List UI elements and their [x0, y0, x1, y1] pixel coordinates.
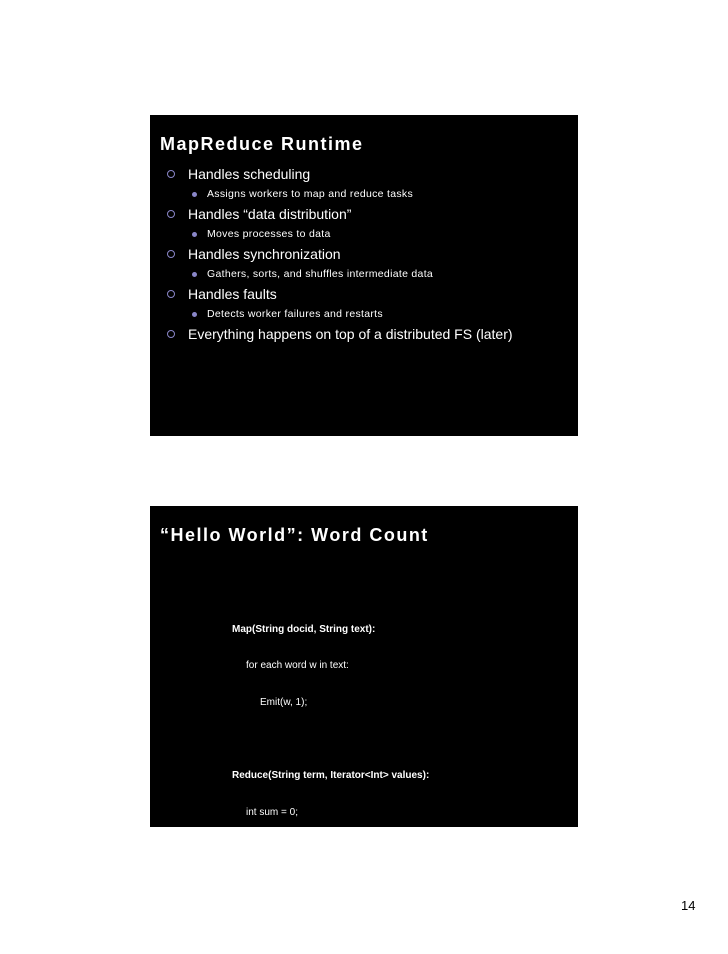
code-line-reduce-signature: Reduce(String term, Iterator<Int> values): — [232, 769, 430, 781]
code-blank-line — [232, 734, 429, 745]
hollow-circle-bullet-icon — [167, 330, 175, 338]
code-line: int sum = 0; — [246, 806, 298, 818]
sub-bullet-list — [188, 305, 513, 323]
sub-bullet-list — [188, 225, 513, 243]
slide-mapreduce-runtime — [150, 115, 578, 436]
bullet-item — [167, 165, 513, 203]
sub-bullet-text: Moves processes to data — [207, 228, 331, 240]
sub-bullet-text: Detects worker failures and restarts — [207, 308, 383, 320]
slide-title: “Hello World”: Word Count — [160, 525, 429, 545]
hollow-circle-bullet-icon — [167, 170, 175, 178]
hollow-circle-bullet-icon — [167, 210, 175, 218]
hollow-circle-bullet-icon — [167, 290, 175, 298]
bullet-text: Handles scheduling — [188, 166, 311, 182]
bullet-list — [167, 165, 513, 343]
slide-word-count — [150, 506, 578, 929]
code-line: sum += v; — [260, 880, 304, 892]
bullet-text: Everything happens on top of a distributed FS (later) — [188, 326, 513, 342]
filled-circle-bullet-icon — [192, 232, 197, 237]
bullet-item — [167, 285, 513, 323]
sub-bullet-item — [188, 225, 513, 243]
bullet-item — [167, 245, 513, 283]
sub-bullet-list — [188, 265, 513, 283]
code-line: for each v in values: — [246, 843, 335, 855]
sub-bullet-text: Assigns workers to map and reduce tasks — [207, 188, 414, 200]
code-line-map-signature: Map(String docid, String text): — [232, 623, 376, 635]
pseudocode-block — [232, 599, 429, 954]
code-line: Emit(w, 1); — [260, 697, 308, 709]
bullet-item — [167, 325, 513, 343]
sub-bullet-item — [188, 265, 513, 283]
slide-title: MapReduce Runtime — [160, 134, 364, 154]
bullet-text: Handles faults — [188, 286, 277, 302]
filled-circle-bullet-icon — [192, 272, 197, 277]
hollow-circle-bullet-icon — [167, 250, 175, 258]
bullet-text: Handles “data distribution” — [188, 206, 352, 222]
page-number: 14 — [681, 898, 696, 913]
sub-bullet-text: Gathers, sorts, and shuffles intermediate data — [207, 268, 434, 280]
code-line: for each word w in text: — [246, 660, 349, 672]
sub-bullet-item — [188, 305, 513, 323]
filled-circle-bullet-icon — [192, 192, 197, 197]
code-line: Emit(term, value); — [260, 917, 339, 929]
sub-bullet-item — [188, 185, 513, 203]
filled-circle-bullet-icon — [192, 312, 197, 317]
bullet-text: Handles synchronization — [188, 246, 341, 262]
sub-bullet-list — [188, 185, 513, 203]
bullet-item — [167, 205, 513, 243]
